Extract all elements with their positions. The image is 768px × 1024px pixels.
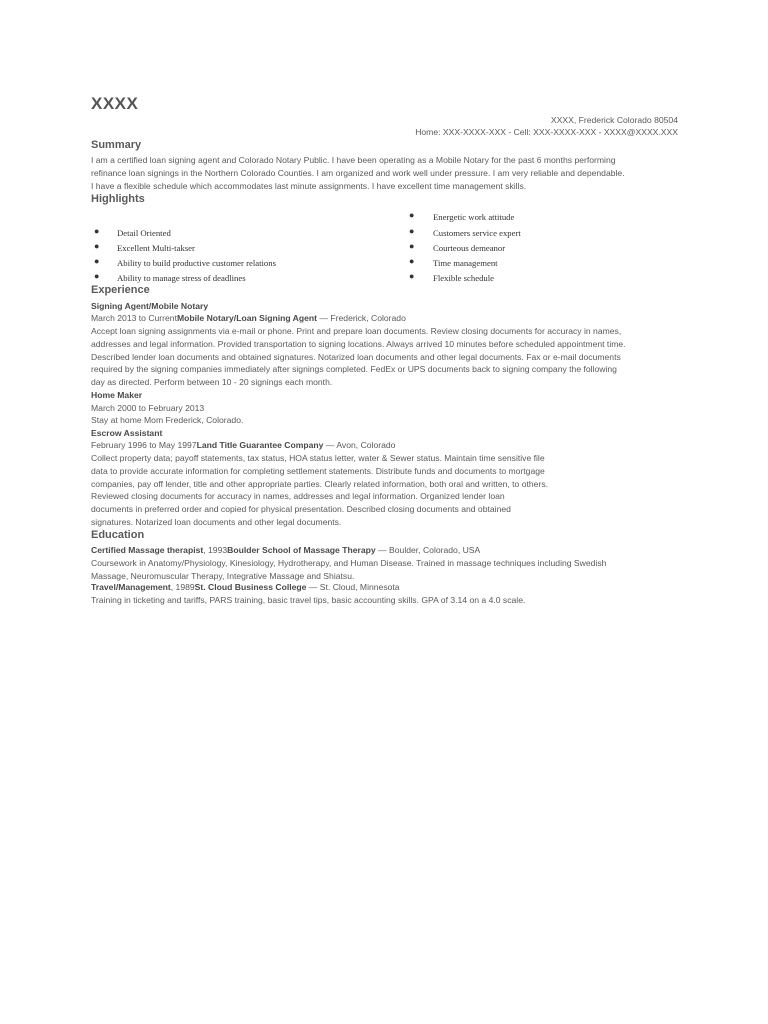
school-location: Boulder, Colorado, USA (389, 545, 481, 555)
desc-line: documents in preferred order and copied for physical presentation. Described closing documents and obtained (91, 504, 511, 515)
education-description (91, 557, 681, 583)
job-dates: February 1996 to May 1997 (91, 440, 197, 450)
job-title: Escrow Assistant (91, 428, 163, 438)
bullet-icon: ● (94, 241, 100, 251)
job-dates: March 2013 to Current (91, 313, 177, 323)
desc-line: required by the signing companies immediately after signings completed. FedEx or UPS documents back to signing company the following (91, 364, 617, 375)
experience-heading: Experience (91, 284, 150, 296)
job-description (91, 452, 681, 529)
degree: Certified Massage therapist (91, 545, 204, 555)
summary-line: refinance loan signings in the Northern Colorado Counties. I am organized and work well under pressure. I am very reliable and dependable. (91, 167, 625, 178)
summary-heading: Summary (91, 139, 142, 151)
desc-line: data to provide accurate information for completing settlement statements. Distribute funds and documents to mortgage (91, 465, 545, 476)
education-meta (91, 545, 480, 555)
bullet-icon: ● (409, 210, 415, 220)
desc-line: Collect property data; payoff statements, tax status, HOA status letter, water & Sewer status. Maintain time sensitive file (91, 453, 545, 463)
education-meta (91, 582, 400, 592)
job-meta (91, 440, 395, 450)
year: , 1993 (203, 545, 228, 555)
year: , 1989 (170, 582, 195, 592)
job-description: Stay at home Mom Frederick, Colorado. (91, 415, 244, 425)
desc-line: day as directed. Perform between 10 - 20 signings each month. (91, 377, 333, 388)
school-location: St. Cloud, Minnesota (319, 582, 400, 592)
job-title: Signing Agent/Mobile Notary (91, 301, 209, 311)
education-heading: Education (91, 529, 145, 541)
contact-phones: Home: XXX-XXXX-XXX - Cell: XXX-XXXX-XXX - XXXX@XXXX.XXX (415, 127, 678, 137)
highlight-item: Ability to build productive customer relations (117, 258, 277, 268)
summary-text (91, 154, 681, 192)
desc-line: Described lender loan documents and obtained signatures. Notarized loan documents and other legal documents. Fax or e-mail documents (91, 351, 621, 362)
highlight-item: Ability to manage stress of deadlines (117, 273, 246, 283)
job-employer: Land Title Guarantee Company (196, 440, 324, 450)
education-description: Training in ticketing and tariffs, PARS training, basic travel tips, basic accounting skills. GPA of 3.14 on a 4.0 scale. (91, 595, 526, 605)
bullet-icon: ● (409, 241, 415, 251)
highlights-heading: Highlights (91, 193, 145, 205)
bullet-icon: ● (409, 226, 415, 236)
desc-line: Massage, Neuromuscular Therapy, Integrative Massage and Shiatsu. (91, 570, 355, 581)
desc-line: companies, pay off lender, title and other appropriate parties. Clearly related information, both oral and written, to others. (91, 478, 548, 489)
job-dates: March 2000 to February 2013 (91, 403, 205, 413)
highlight-item: Energetic work attitude (433, 212, 515, 222)
candidate-name: XXXX (91, 94, 139, 113)
bullet-icon: ● (409, 271, 415, 281)
dash: — (375, 545, 390, 555)
job-location: Frederick, Colorado (330, 313, 406, 323)
highlight-item: Excellent Multi-takser (117, 243, 195, 253)
highlight-item: Detail Oriented (117, 228, 171, 238)
highlight-item: Customers service expert (433, 228, 521, 238)
summary-line: I am a certified loan signing agent and Colorado Notary Public. I have been operating as a Mobile Notary for the past 6 months performing (91, 155, 616, 165)
highlight-item: Courteous demeanor (433, 243, 506, 253)
desc-line: Reviewed closing documents for accuracy in names, addresses and legal information. Organized lender loan (91, 491, 505, 502)
school: St. Cloud Business College (194, 582, 307, 592)
job-employer: Mobile Notary/Loan Signing Agent (176, 313, 318, 323)
job-description (91, 325, 681, 389)
highlight-item: Flexible schedule (433, 273, 495, 283)
bullet-icon: ● (94, 226, 100, 236)
highlight-item: Time management (433, 258, 498, 268)
contact-address: XXXX, Frederick Colorado 80504 (550, 115, 678, 125)
job-title: Home Maker (91, 390, 143, 400)
desc-line: signatures. Notarized loan documents and other legal documents. (91, 516, 342, 527)
bullet-icon: ● (409, 256, 415, 266)
job-meta (91, 313, 406, 323)
bullet-icon: ● (94, 256, 100, 266)
school: Boulder School of Massage Therapy (227, 545, 376, 555)
desc-line: addresses and legal information. Provided transportation to signing locations. Always arrived 10 minutes before scheduled appointment time. (91, 338, 626, 349)
bullet-icon: ● (94, 271, 100, 281)
job-location: Avon, Colorado (336, 440, 396, 450)
degree: Travel/Management (91, 582, 171, 592)
dash: — (317, 313, 331, 323)
dash: — (306, 582, 320, 592)
dash: — (323, 440, 337, 450)
summary-line: I have a flexible schedule which accommodates last minute assignments. I have excellent time management skills. (91, 180, 527, 191)
desc-line: Accept loan signing assignments via e-mail or phone. Print and prepare loan documents. Review closing documents for accuracy in names, (91, 326, 622, 336)
desc-line: Coursework in Anatomy/Physiology, Kinesiology, Hydrotherapy, and Human Disease. Trained in massage techniques including Swedish (91, 558, 607, 568)
